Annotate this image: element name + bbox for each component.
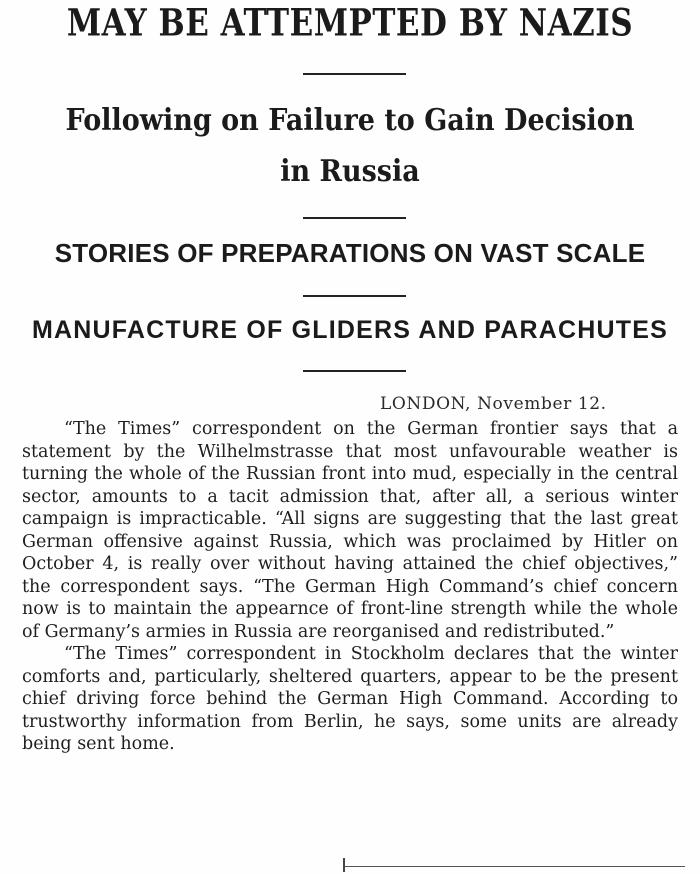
third-headline: STORIES OF PREPARATIONS ON VAST SCALE [54,238,646,268]
article-paragraph-1: “The Times” correspondent on the German frontier says that a statement by the Wilhelmstrasse that most unfavourable weather is turning the whole of the Russian front into mud, especially in the central sector, amounts to a tacit admission that, after all, a serious winter campaign is impracticable. “All signs are suggesting that the last great German offensive against Russia, which was proclaimed by Hitler on October 4, is really over without having attained the chief objectives,” the correspondent says. “The German High Command’s chief concern now is to maintain the appearnce of front-line strength while the whole of Germany’s armies in Russia are reorganised and redistributed.” [22,419,678,642]
headline-divider [303,370,406,372]
subheadline-line-2: in Russia [280,154,420,189]
end-rule [345,866,685,867]
dateline: LONDON, November 12. [380,394,607,414]
headline-divider [303,73,406,75]
end-marker [343,858,345,872]
headline-divider [303,217,406,219]
fourth-headline: MANUFACTURE OF GLIDERS AND PARACHUTES [31,316,669,344]
article-body [22,418,678,756]
headline-divider [303,295,406,297]
article-paragraph-2: “The Times” correspondent in Stockholm declares that the winter comforts and, particularly, sheltered quarters, appear to be the present chief driving force behind the German High Command. According to trustworthy information from Berlin, he says, some units are already being sent home. [22,644,678,754]
main-headline: MAY BE ATTEMPTED BY NAZIS [66,2,634,46]
subheadline-line-1: Following on Failure to Gain Decision [65,103,635,138]
